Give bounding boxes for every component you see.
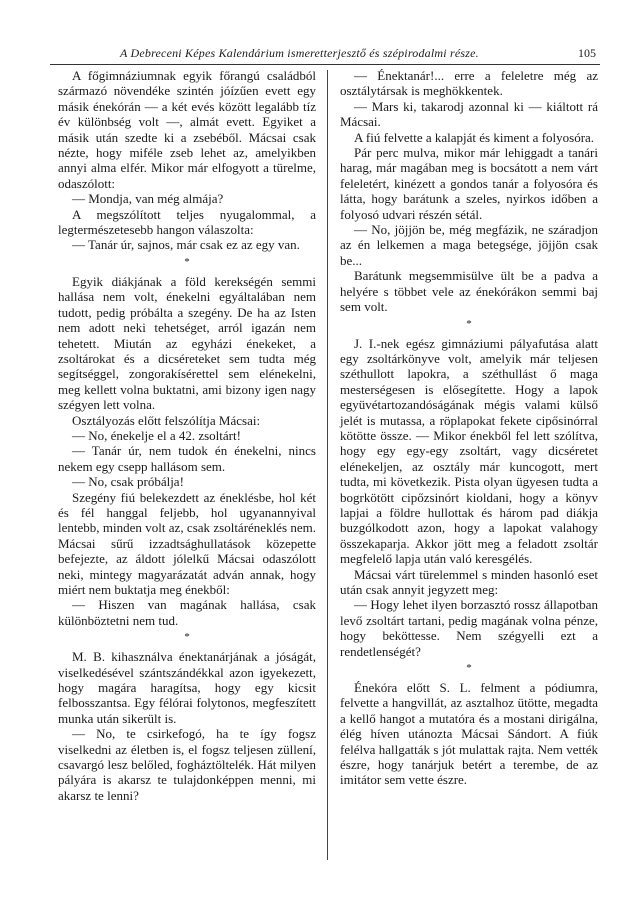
paragraph: Pár perc mulva, mikor már lehiggadt a tanári harag, már magában meg is bocsátott a nem várt feleletért, kinézett a gondos tanár a folyosóra és látta, hogy barátunk a szeles, nyirkos időben a folyosó udvari részén sétál.	[340, 145, 598, 222]
paragraph: — Tanár úr, sajnos, már csak ez az egy van.	[72, 237, 300, 253]
section-separator: *	[466, 662, 472, 675]
paragraph: A megszólított teljes nyugalommal, a legtermészetesebb hangon válaszolta:	[58, 206, 316, 238]
right-column	[340, 68, 598, 788]
paragraph: — Tanár úr, nem tudok én énekelni, nincs nekem egy csepp hallásom sem.	[58, 443, 316, 474]
paragraph: Énekóra előtt S. L. felment a pódiumra, felvette a hangvillát, az asztalhoz ütötte, megadta a kellő hangot a mutatóra és a mostani dirigálna, élég híven utánozta Mácsai Sándort. A fiúk felélva hallgatták s jót mulattak rajta. Nem vették észre, hogy tanárjuk betért a terembe, de az imitátor sem vette észre.	[340, 680, 598, 788]
paragraph: — Mondja, van még almája?	[72, 191, 224, 207]
paragraph: — No, te csirkefogó, ha te így fogsz viselkedni az életben is, el fogsz teljesen züllení, csavargó lesz belőled, fogháztöltelék. Hát milyen pályára is akarsz te tulajdonképpen menni, mi akarsz te lenni?	[58, 726, 316, 803]
paragraph: — Hogy lehet ilyen borzasztó rossz állapotban levő zsoltárt tartani, pedig magának volna pénze, hogy beköttesse. Nem szégyelli ezt a rendetlenségét?	[340, 597, 598, 659]
paragraph: — Hiszen van magának hallása, csak különböztetni nem tud.	[58, 597, 316, 628]
paragraph: J. I.-nek egész gimnáziumi pályafutása alatt egy zsoltárkönyve volt, amelyik már teljesen széthullott lapokra, a széthullást ő maga mesterségesen is elősegítette. Hogy a lapok együvétartozandóságának mégis valami külső jelét is mutassa, a röplapokat fekete cipősinórral kötötte össze. — Mikor énekből fel lett szólítva, hogy egy egy-egy zsoltárt, vagy dicséretet elénekeljen, az osztály már kuncogott, mert tudta, mi következik. Pista olyan ügyesen tudta a bogrkötött cipőzsinórt kioldani, hogy a könyv lapjai a földre hullottak és három pad diákja buzgólkodott azon, hogy a lapokat valahogy összekaparja. Akkor jött meg a feladott zsoltár megfelelő lapja után való keresgélés.	[340, 335, 598, 567]
paragraph: Barátunk megsemmisülve ült be a padva a helyére s többet vele az énekórákon semmi baj sem volt.	[340, 268, 598, 315]
paragraph: A főgimnáziumnak egyik főrangú családból származó növendéke szintén jóízűen evett egy másik énekórán — a két evés között legalább tíz év különbség volt —, almát evett. Egyiket a másik után szedte ki a zsebéből. Mácsai csak nézte, hogy miféle zseb lehet az, amelyikben annyi alma elfér. Mikor már elfogyott a türelme, odaszólott:	[58, 68, 316, 191]
paragraph: Osztályozás előtt felszólítja Mácsai:	[72, 412, 261, 428]
section-separator: *	[184, 631, 190, 644]
running-title: A Debreceni Képes Kalendárium ismeretterjesztő és szépirodalmi része.	[120, 46, 479, 60]
running-header	[50, 42, 600, 66]
header-rule	[50, 64, 600, 65]
paragraph: — Énektanár!... erre a feleletre még az osztálytársak is meghökkentek.	[340, 68, 598, 99]
column-divider	[327, 70, 328, 860]
section-separator: *	[466, 317, 472, 330]
paragraph: A fiú felvette a kalapját és kiment a folyosóra.	[354, 129, 595, 145]
section-separator: *	[184, 255, 190, 268]
paragraph: Szegény fiú belekezdett az éneklésbe, hol két és fél hanggal feljebb, hol ugyanannyival lentebb, minden volt az, csak zsoltáréneklés nem. Mácsai sűrű izzadtsághullatások közepette befejezte, az áldott jólelkű Mácsai odaszólott neki, mintegy magyarázatát adván annak, hogy miért nem buktatja meg énekből:	[58, 489, 316, 597]
paragraph: M. B. kihasználva énektanárjának a jóságát, viselkedésével szántszándékkal azon igyekezett, hogy magára haragítsa, hogy egy kicsit felbosszantsa. Egy félórai folytonos, megfeszített munka után sikerült is.	[58, 649, 316, 726]
left-column	[58, 68, 316, 803]
paragraph: — No, énekelje el a 42. zsoltárt!	[72, 427, 241, 443]
page-number: 105	[578, 46, 596, 60]
paragraph: — No, csak próbálja!	[72, 474, 184, 490]
paragraph: Mácsai várt türelemmel s minden hasonló eset után csak annyit jegyzett meg:	[340, 566, 598, 597]
paragraph: — Mars ki, takarodj azonnal ki — kiáltott rá Mácsai.	[340, 98, 598, 130]
paragraph: — No, jöjjön be, még megfázik, ne száradjon az én lelkemen a maga betegsége, jöjjön csak be...	[340, 222, 598, 268]
paragraph: Egyik diákjának a föld kerekségén semmi hallása nem volt, énekelni egyáltalában nem tudott, pedig próbálta a szegény. De ha az Isten nem adott neki tehetséget, arról igazán nem tehetett. Miután az egyházi énekeket, a zsoltárokat és a dicséreteket sem tudta még segítséggel, zongorakísérettel sem elénekelni, meg kellett volna buktatni, ami bizony igen nagy szégyen lett volna.	[58, 273, 316, 413]
